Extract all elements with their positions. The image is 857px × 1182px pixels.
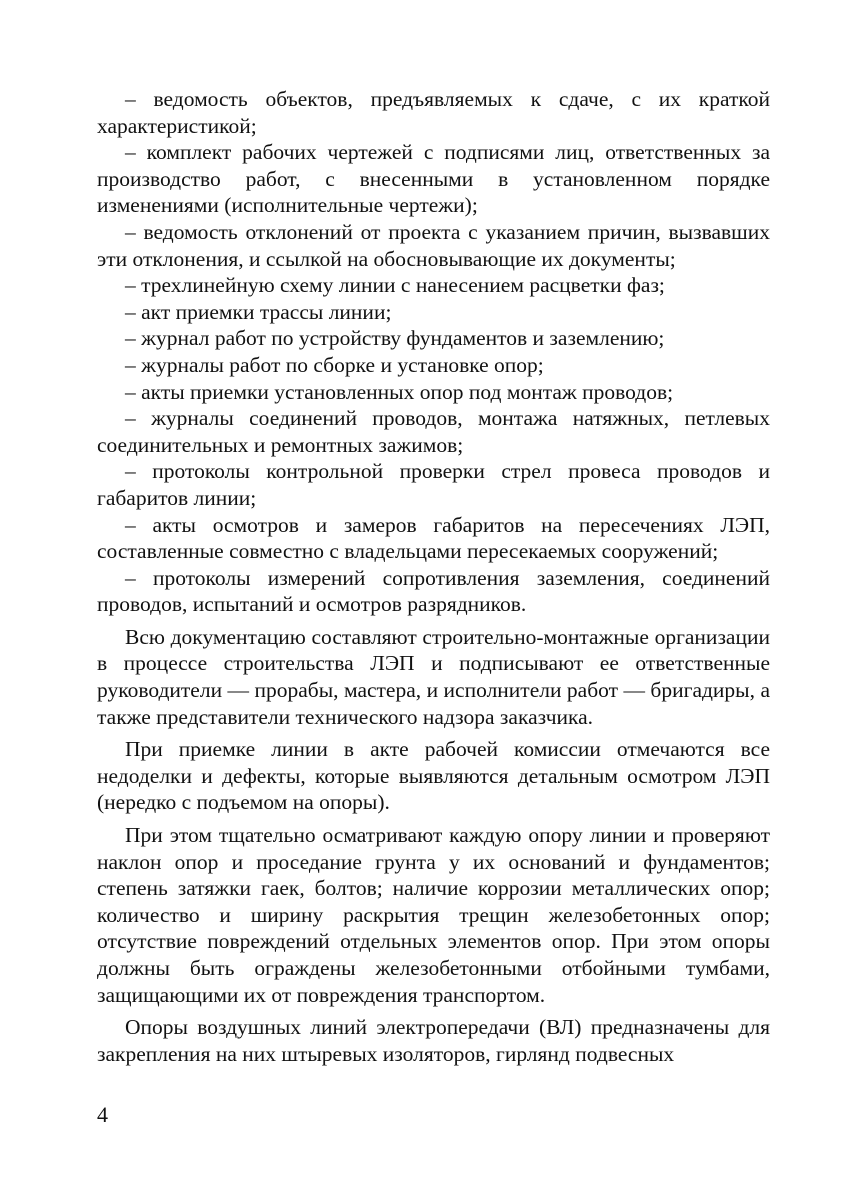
list-item: – акты осмотров и замеров габаритов на пересечениях ЛЭП, составленные совместно с владельцами пересекаемых сооружений; [97, 512, 770, 564]
list-item: – журнал работ по устройству фундаментов и заземлению; [125, 326, 665, 351]
paragraph: При приемке линии в акте рабочей комиссии отмечаются все недоделки и дефекты, которые выявляются детальным осмотром ЛЭП (нередко с подъемом на опоры). [97, 737, 770, 815]
list-item: – журналы работ по сборке и установке опор; [125, 352, 544, 377]
list-item: – ведомость объектов, предъявляемых к сдаче, с их краткой характеристикой; [97, 87, 770, 138]
list-item: – журналы соединений проводов, монтажа натяжных, петлевых соединительных и ремонтных зажимов; [97, 406, 770, 457]
paragraph: Всю документацию составляют строительно-монтажные организации в процессе строительства ЛЭП и подписывают ее ответственные руководители — прорабы, мастера, и исполнители работ — бригадиры, а также представители технического надзора заказчика. [97, 624, 770, 729]
list-item: – ведомость отклонений от проекта с указанием причин, вызвавших эти отклонения, и ссылкой на обосновывающие их документы; [97, 219, 770, 271]
paragraph: При этом тщательно осматривают каждую опору линии и проверяют наклон опор и проседание грунта у их оснований и фундаментов; степень затяжки гаек, болтов; наличие коррозии металлических опор; количество и ширину раскрытия трещин железобетонных опор; отсутствие повреждений отдельных элементов опор. При этом опоры должны быть ограждены железобетонными отбойными тумбами, защищающими их от повреждения транспортом. [97, 823, 770, 1007]
list-item: – протоколы измерений сопротивления заземления, соединений проводов, испытаний и осмотров разрядников. [97, 565, 770, 617]
list-item: – комплект рабочих чертежей с подписями лиц, ответственных за производство работ, с внесенными в установленном порядке изменениями (исполнительные чертежи); [97, 140, 770, 218]
list-item: – акты приемки установленных опор под монтаж проводов; [125, 379, 674, 404]
paragraph: Опоры воздушных линий электропередачи (ВЛ) предназначены для закрепления на них штыревых изоляторов, гирлянд подвесных [97, 1015, 770, 1066]
page-number: 4 [97, 1102, 108, 1127]
body-text [97, 86, 770, 1067]
list-item: – протоколы контрольной проверки стрел провеса проводов и габаритов линии; [97, 459, 770, 510]
list-item: – трехлинейную схему линии с нанесением расцветки фаз; [125, 273, 665, 298]
list-item: – акт приемки трассы линии; [125, 299, 392, 324]
